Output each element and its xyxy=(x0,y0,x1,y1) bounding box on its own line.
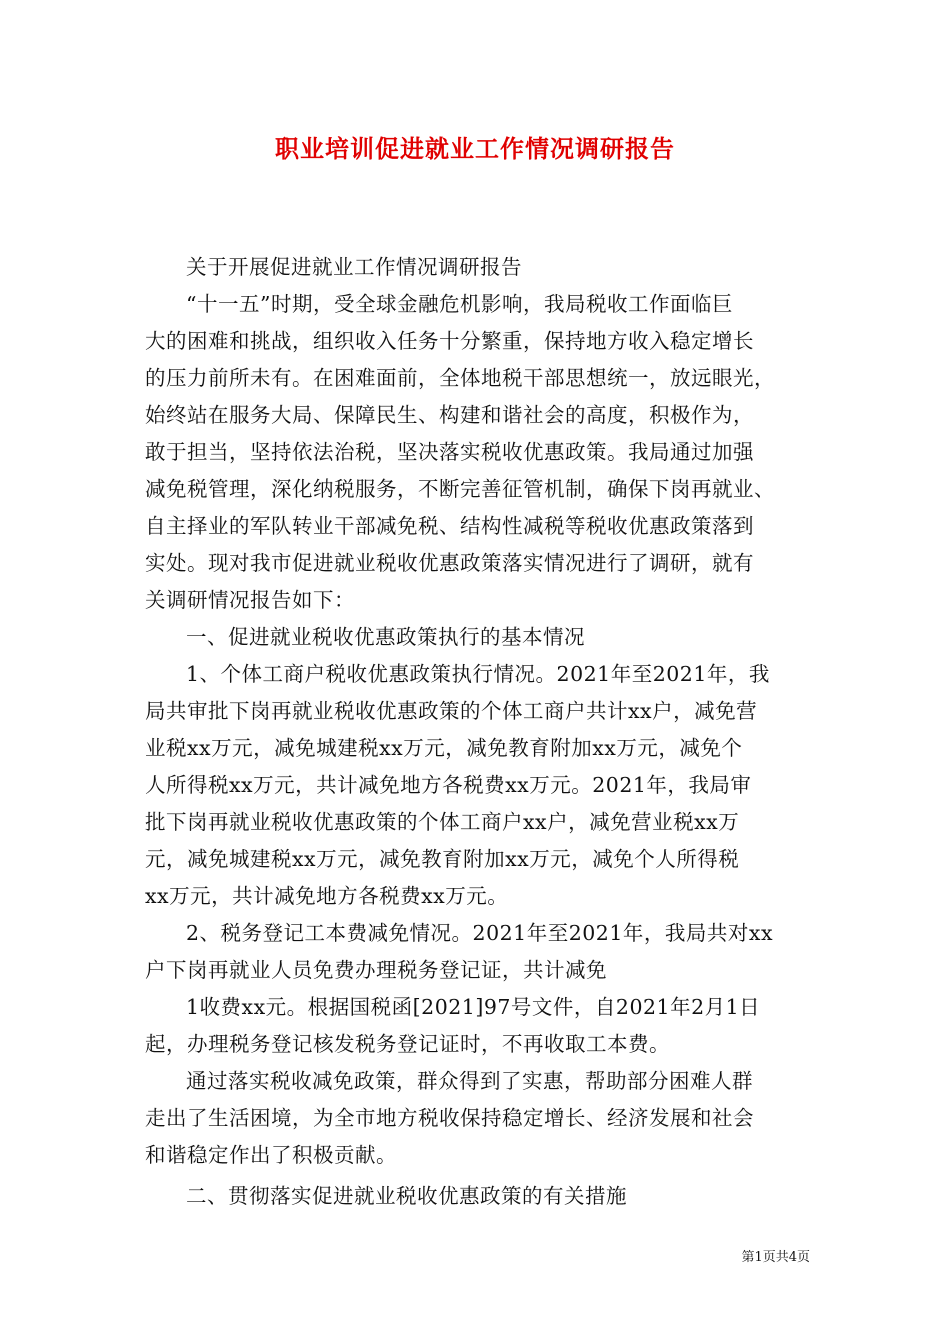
body-line: 和谐稳定作出了积极贡献。 xyxy=(145,1143,397,1167)
body-line: 关调研情况报告如下： xyxy=(145,588,355,612)
body-line: 自主择业的军队转业干部减免税、结构性减税等税收优惠政策落到 xyxy=(145,514,754,538)
body-line: 业税xx万元，减免城建税xx万元，减免教育附加xx万元，减免个 xyxy=(145,736,743,760)
body-line: 通过落实税收减免政策，群众得到了实惠，帮助部分困难人群 xyxy=(186,1069,753,1093)
body-line: 1收费xx元。根据国税函[2021]97号文件，自2021年2月1日 xyxy=(186,995,761,1019)
body-line: 元，减免城建税xx万元，减免教育附加xx万元，减免个人所得税 xyxy=(145,847,740,871)
body-line: 大的困难和挑战，组织收入任务十分繁重，保持地方收入稳定增长 xyxy=(145,329,754,353)
body-line: 走出了生活困境，为全市地方税收保持稳定增长、经济发展和社会 xyxy=(145,1106,754,1130)
body-line: 2、税务登记工本费减免情况。2021年至2021年，我局共对xx xyxy=(186,921,774,945)
body-line: 户下岗再就业人员免费办理税务登记证，共计减免 xyxy=(145,958,607,982)
body-line: 的压力前所未有。在困难面前，全体地税干部思想统一，放远眼光， xyxy=(145,366,775,390)
body-line: xx万元，共计减免地方各税费xx万元。 xyxy=(145,884,509,908)
body-line: 减免税管理，深化纳税服务，不断完善征管机制，确保下岗再就业、 xyxy=(145,477,775,501)
page-number: 第1页共4页 xyxy=(741,1250,810,1265)
body-line: 关于开展促进就业工作情况调研报告 xyxy=(186,255,522,279)
body-line: 局共审批下岗再就业税收优惠政策的个体工商户共计xx户，减免营 xyxy=(145,699,758,723)
section-heading: 一、促进就业税收优惠政策执行的基本情况 xyxy=(186,625,585,649)
section-heading: 二、贯彻落实促进就业税收优惠政策的有关措施 xyxy=(186,1184,627,1208)
body-line: 实处。现对我市促进就业税收优惠政策落实情况进行了调研，就有 xyxy=(145,551,754,575)
document-title: 职业培训促进就业工作情况调研报告 xyxy=(275,134,675,163)
body-line: 敢于担当，坚持依法治税，坚决落实税收优惠政策。我局通过加强 xyxy=(145,440,754,464)
body-line: 人所得税xx万元，共计减免地方各税费xx万元。2021年，我局审 xyxy=(145,773,752,797)
body-line: 起，办理税务登记核发税务登记证时，不再收取工本费。 xyxy=(145,1032,670,1056)
body-line: 始终站在服务大局、保障民生、构建和谐社会的高度，积极作为， xyxy=(145,403,754,427)
body-line: 批下岗再就业税收优惠政策的个体工商户xx户，减免营业税xx万 xyxy=(145,810,740,834)
body-line: “十一五”时期，受全球金融危机影响，我局税收工作面临巨 xyxy=(186,292,733,316)
body-line: 1、个体工商户税收优惠政策执行情况。2021年至2021年，我 xyxy=(186,662,770,686)
